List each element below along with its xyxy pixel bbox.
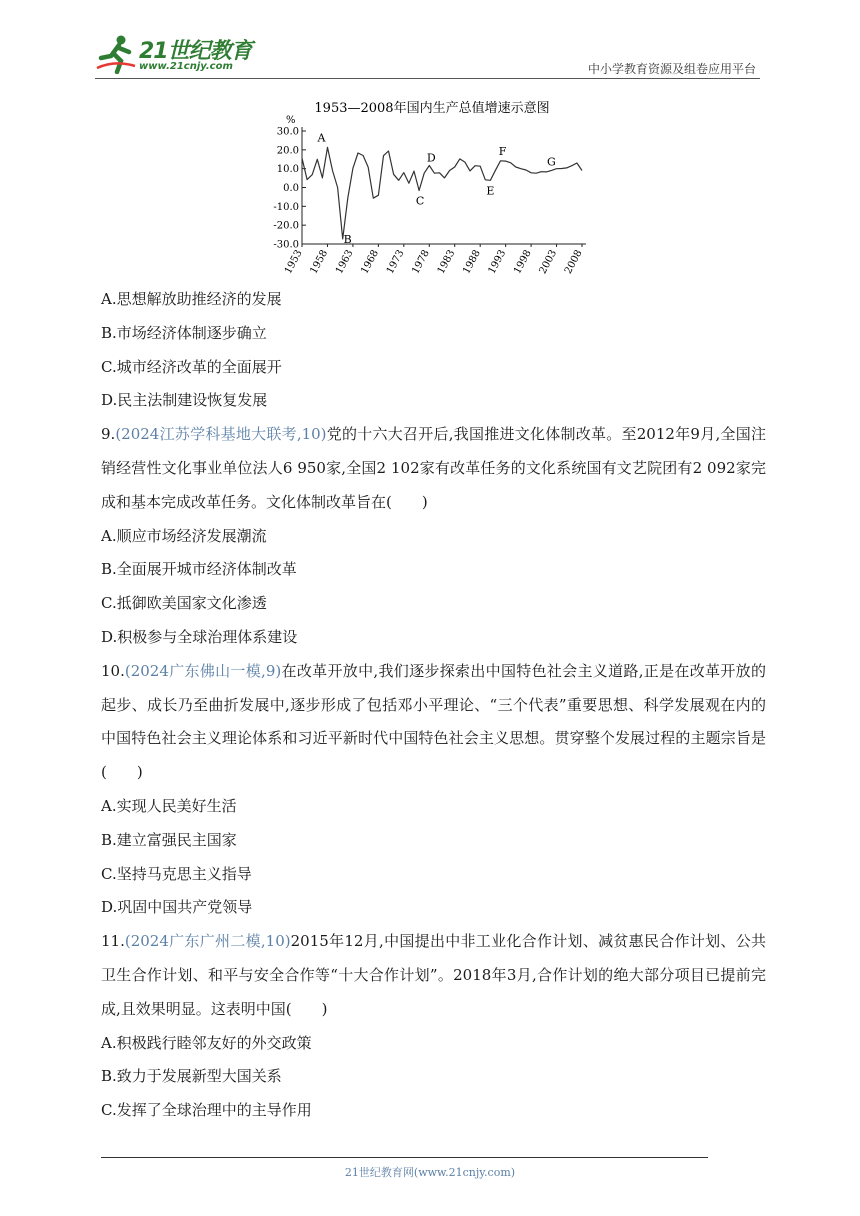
q8-option-c: C.城市经济改革的全面展开	[101, 357, 282, 376]
q8-option-b: B.市场经济体制逐步确立	[101, 323, 267, 342]
x-tick-label: 1978	[410, 248, 432, 276]
q9-option-c: C.抵御欧美国家文化渗透	[101, 594, 267, 613]
q11-stem	[101, 925, 766, 1026]
q11-stem-text: 2015年12月,中国提出中非工业化合作计划、减贫惠民合作计划、公共卫生合作计划、和平与安全合作等“十大合作计划”。2018年3月,合作计划的绝大部分项目已提前完成,且效果明显。这表明中国( )	[101, 932, 766, 1018]
q11-option-c: C.发挥了全球治理中的主导作用	[101, 1101, 312, 1120]
y-tick-label: -10.0	[273, 201, 299, 213]
q10-option-b: B.建立富强民主国家	[101, 830, 237, 849]
annotation-g: G	[547, 155, 556, 169]
gdp-growth-line	[302, 144, 582, 239]
y-tick-label: 30.0	[276, 126, 299, 138]
x-tick-label: 1988	[461, 248, 483, 276]
runner-icon	[95, 34, 137, 74]
annotation-b: B	[343, 232, 352, 246]
q8-option-a: A.思想解放助推经济的发展	[101, 290, 282, 308]
y-tick-label: 10.0	[276, 164, 299, 176]
annotation-e: E	[486, 184, 495, 198]
gdp-growth-chart	[262, 96, 602, 286]
header-divider	[95, 78, 760, 79]
y-tick-label: 20.0	[276, 145, 299, 157]
x-tick-label: 1973	[384, 248, 407, 276]
y-tick-label: -30.0	[273, 239, 299, 251]
page-header	[95, 30, 760, 80]
q9-option-d: D.积极参与全球治理体系建设	[101, 627, 298, 646]
logo-url: www.21cnjy.com	[139, 61, 233, 72]
q10-stem	[101, 655, 766, 790]
q10-option-c: C.坚持马克思主义指导	[101, 864, 252, 883]
annotation-d: D	[426, 151, 436, 165]
x-tick-label: 1993	[486, 248, 509, 276]
x-tick-label: 1963	[333, 248, 356, 276]
annotation-f: F	[498, 144, 507, 158]
question-list	[101, 283, 766, 1128]
x-tick-label: 1968	[359, 248, 382, 276]
q10-source: (2024广东佛山一模,9)	[124, 661, 282, 680]
y-tick-label: 0.0	[283, 183, 299, 194]
x-tick-label: 1958	[308, 248, 331, 276]
q10-option-d: D.巩固中国共产党领导	[101, 898, 253, 917]
x-tick-label: 2008	[562, 248, 585, 276]
q10-number: 10.	[101, 661, 125, 680]
q9-option-b: B.全面展开城市经济体制改革	[101, 560, 297, 579]
annotation-c: C	[415, 194, 425, 208]
chart-svg	[262, 96, 602, 286]
x-tick-label: 1953	[282, 248, 305, 276]
q10-option-a: A.实现人民美好生活	[101, 796, 237, 815]
q9-number: 9.	[101, 425, 116, 444]
x-tick-label: 2003	[537, 248, 560, 276]
q9-stem	[101, 418, 766, 519]
q11-option-a: A.积极践行睦邻友好的外交政策	[101, 1033, 312, 1052]
footer-divider	[101, 1157, 708, 1158]
y-tick-label: -20.0	[273, 220, 299, 232]
q10-stem-text: 在改革开放中,我们逐步探索出中国特色社会主义道路,正是在改革开放的起步、成长乃至曲折发展中,逐步形成了包括邓小平理论、“三个代表”重要思想、科学发展观在内的中国特色社会主义理论体系和习近平新时代中国特色社会主义思想。贯穿整个发展过程的主题宗旨是( )	[101, 661, 766, 782]
q8-option-d: D.民主法制建设恢复发展	[101, 391, 268, 410]
q9-option-a: A.顺应市场经济发展潮流	[101, 526, 267, 545]
site-name: 中小学教育资源及组卷应用平台	[587, 62, 756, 76]
q11-source: (2024广东广州二模,10)	[124, 932, 291, 951]
chart-title: 1953—2008年国内生产总值增速示意图	[314, 101, 550, 116]
logo-text: 21世纪教育	[139, 39, 252, 64]
site-logo[interactable]	[95, 34, 265, 76]
q9-source: (2024江苏学科基地大联考,10)	[115, 425, 327, 444]
x-tick-label: 1998	[512, 248, 534, 276]
x-tick-label: 1983	[435, 248, 458, 276]
page-footer[interactable]: 21世纪教育网(www.21cnjy.com)	[344, 1166, 516, 1179]
q11-option-b: B.致力于发展新型大国关系	[101, 1067, 282, 1086]
q9-stem-text: 党的十六大召开后,我国推进文化体制改革。至2012年9月,全国注销经营性文化事业单位法人6 950家,全国2 102家有改革任务的文化系统国有文艺院团有2 092家完成和基本完成改革任务。文化体制改革旨在( )	[101, 425, 766, 511]
annotation-a: A	[317, 131, 326, 145]
y-axis-unit: %	[286, 115, 296, 126]
q11-number: 11.	[101, 932, 125, 951]
